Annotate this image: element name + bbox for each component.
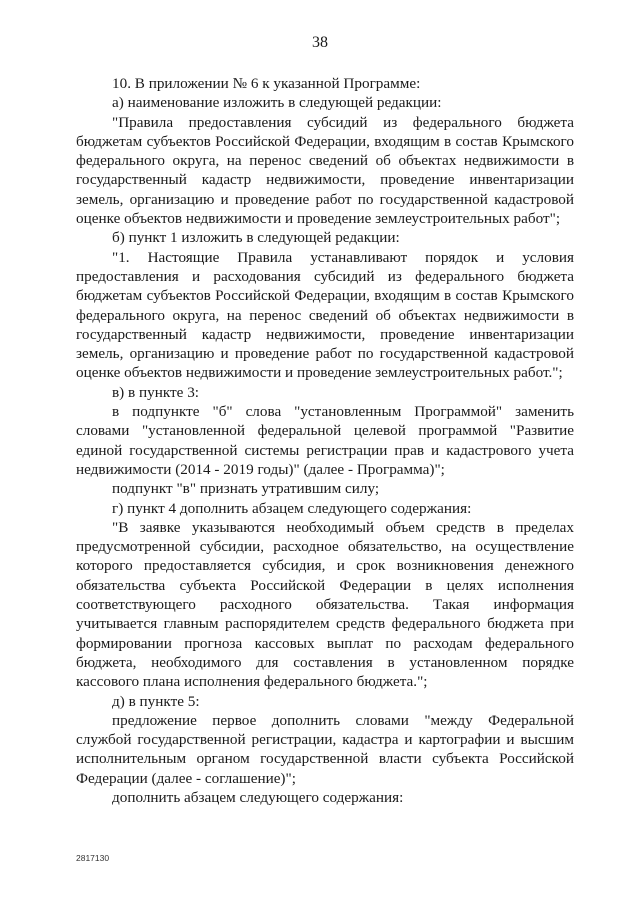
document-body <box>76 74 574 807</box>
quoted-application-text: "В заявке указываются необходимый объем средств в пределах предусмотренной субсидии, расходное обязательство, на осуществление которого предоставляется субсидия, и срок возникновения денежного обязательства субъекта Российской Федерации в целях исполнения соответствующего расходного обязательства. Такая информация учитывается главным распорядителем средств федерального бюджета при формировании прогноза кассовых выплат по расходам федерального бюджета, необходимого для составления в установленном порядке кассового плана исполнения федерального бюджета."; <box>76 518 574 691</box>
paragraph-add-abzac: дополнить абзацем следующего содержания: <box>112 788 404 806</box>
document-code: 2817130 <box>76 853 110 863</box>
quoted-title-rules: "Правила предоставления субсидий из федерального бюджета бюджетам субъектов Российской Федерации, входящим в состав Крымского федерального округа, на перенос сведений об объектах недвижимости в государственный кадастр недвижимости, проведение инвентаризации земель, организацию и проведение работ по государственной кадастровой оценке объектов недвижимости и проведение землеустроительных работ"; <box>76 113 574 228</box>
paragraph-subitem-v: в) в пункте 3: <box>112 383 200 401</box>
paragraph-subitem-g: г) пункт 4 дополнить абзацем следующего содержания: <box>112 499 472 517</box>
paragraph-subitem-b: б) пункт 1 изложить в следующей редакции: <box>112 229 400 247</box>
paragraph-item-10: 10. В приложении № 6 к указанной Программе: <box>112 75 421 92</box>
paragraph-subitem-d: д) в пункте 5: <box>112 692 200 710</box>
page-number: 38 <box>312 34 328 51</box>
quoted-point-1: "1. Настоящие Правила устанавливают порядок и условия предоставления и расходования субсидий из федерального бюджета бюджетам субъектов Российской Федерации, входящим в состав Крымского федерального округа, на перенос сведений об объектах недвижимости в государственный кадастр недвижимости, проведение инвентаризации земель, организацию и проведение работ по государственной кадастровой оценке объектов недвижимости и проведение землеустроительных работ."; <box>76 248 574 382</box>
paragraph-repeal: подпункт "в" признать утратившим силу; <box>112 480 380 498</box>
paragraph-first-sentence: предложение первое дополнить словами "между Федеральной службой государственной регистрации, кадастра и картографии и высшим исполнительным органом государственной власти субъекта Российской Федерации (далее - соглашение)"; <box>76 711 574 787</box>
paragraph-subitem-a: а) наименование изложить в следующей редакции: <box>112 94 442 112</box>
paragraph-replace-words: в подпункте "б" слова "установленным Программой" заменить словами "установленной федеральной целевой программой "Развитие единой государственной системы регистрации прав и кадастрового учета недвижимости (2014 - 2019 годы)" (далее - Программа)"; <box>76 403 574 478</box>
